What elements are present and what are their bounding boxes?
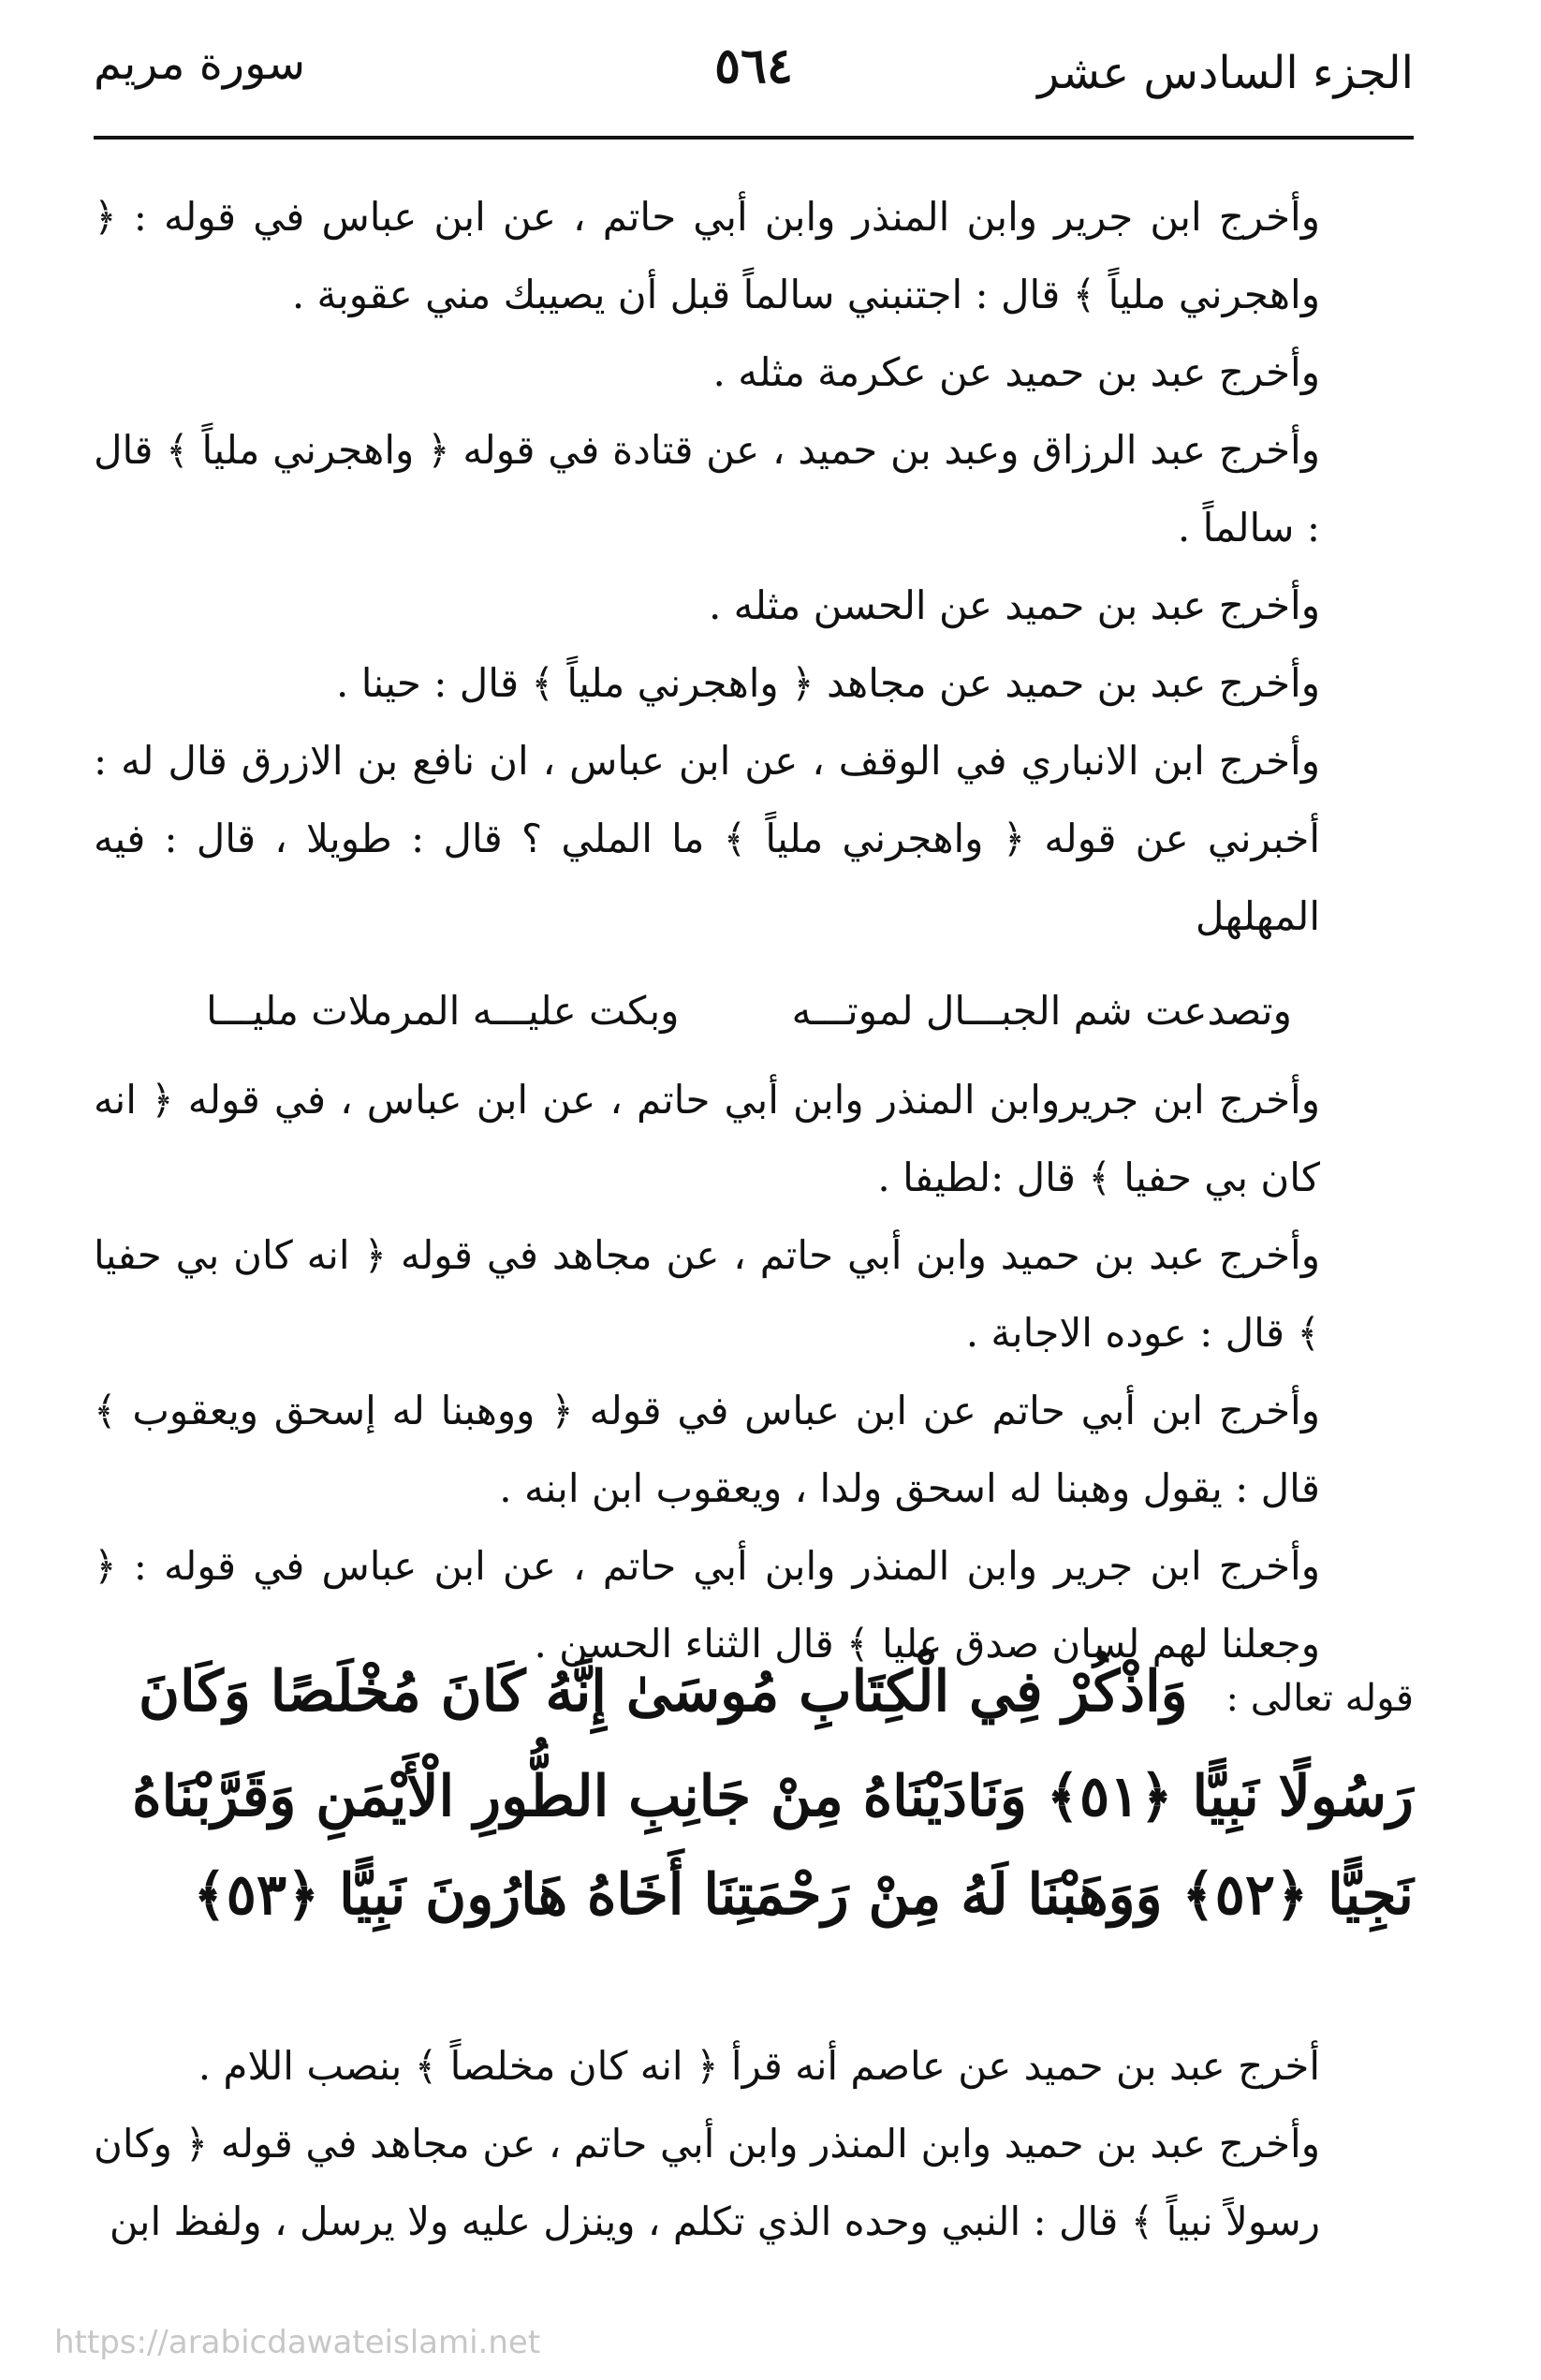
paragraph: وأخرج ابن جريروابن المنذر وابن أبي حاتم ، عن ابن عباس ، في قوله ﴿ انه كان بي حفيا ﴾ قال :لطيفا . [94,1077,1320,1200]
header-divider [94,136,1414,140]
verse-hemistich-right: وتصدعت شم الجبـــال لموتـــه [791,988,1292,1034]
quran-text: وَاذْكُرْ فِي الْكِتَابِ مُوسَىٰ إِنَّهُ كَانَ مُخْلَصًا وَكَانَ رَسُولًا نَبِيًّا ﴿٥١﴾ وَنَادَيْنَاهُ مِنْ جَانِبِ الطُّورِ الْأَيْمَنِ وَقَرَّبْنَاهُ نَجِيًّا ﴿٥٢﴾ وَوَهَبْنَا لَهُ مِنْ رَحْمَتِنَا أَخَاهُ هَارُونَ نَبِيًّا ﴿٥٣﴾ [132,1659,1414,1928]
paragraph: وأخرج عبد بن حميد عن مجاهد ﴿ واهجرني ملياً ﴾ قال : حينا . [336,660,1320,706]
verse-hemistich-left: وبكت عليـــه المرملات مليـــا [206,988,680,1034]
paragraph: وأخرج ابن جرير وابن المنذر وابن أبي حاتم ، عن ابن عباس في قوله : ﴿ واهجرني ملياً ﴾ قال : اجتنبني سالماً قبل أن يصيبك مني عقوبة . [94,194,1320,317]
paragraph: وأخرج عبد الرزاق وعبد بن حميد ، عن قتادة في قوله ﴿ واهجرني ملياً ﴾ قال : سالماً . [94,427,1320,551]
paragraph: وأخرج ابن جرير وابن المنذر وابن أبي حاتم ، عن ابن عباس في قوله : ﴿ وجعلنا لهم لسان صدق عليا ﴾ قال الثناء الحسن . [94,1543,1320,1667]
paragraph: وأخرج ابن أبي حاتم عن ابن عباس في قوله ﴿ ووهبنا له إسحق ويعقوب ﴾ قال : يقول وهبنا له اسحق ولدا ، ويعقوب ابن ابنه . [94,1388,1320,1511]
paragraph: أخرج عبد بن حميد عن عاصم أنه قرأ ﴿ انه كان مخلصاً ﴾ بنصب اللام . [198,2043,1320,2089]
page-header [94,37,1414,126]
commentary-section-1 [94,178,1404,1682]
paragraph: وأخرج عبد بن حميد وابن أبي حاتم ، عن مجاهد في قوله ﴿ انه كان بي حفيا ﴾ قال : عوده الاجابة . [94,1232,1320,1356]
poetry-verse [94,955,1404,1061]
watermark-url: https://arabicdawateislami.net [54,2324,541,2361]
paragraph: وأخرج عبد بن حميد وابن المنذر وابن أبي حاتم ، عن مجاهد في قوله ﴿ وكان رسولاً نبياً ﴾ قال : النبي وحده الذي تكلم ، وينزل عليه ولا يرسل ، ولفظ ابن [94,2121,1320,2244]
page-number: ٥٦٤ [714,37,793,95]
quran-intro: قوله تعالى : [1225,1677,1414,1720]
paragraph: وأخرج ابن الانباري في الوقف ، عن ابن عباس ، ان نافع بن الازرق قال له : أخبرني عن قوله ﴿ واهجرني ملياً ﴾ ما الملي ؟ قال : طويلا ، قال : فيه المهلهل [94,738,1320,939]
part-title: الجزء السادس عشر [1037,47,1414,99]
surah-title: سورة مريم [94,37,306,90]
paragraph: وأخرج عبد بن حميد عن الحسن مثله . [708,582,1320,628]
paragraph: وأخرج عبد بن حميد عن عكرمة مثله . [712,349,1320,395]
quran-verses [94,1643,1414,1945]
commentary-section-2 [94,2027,1404,2260]
